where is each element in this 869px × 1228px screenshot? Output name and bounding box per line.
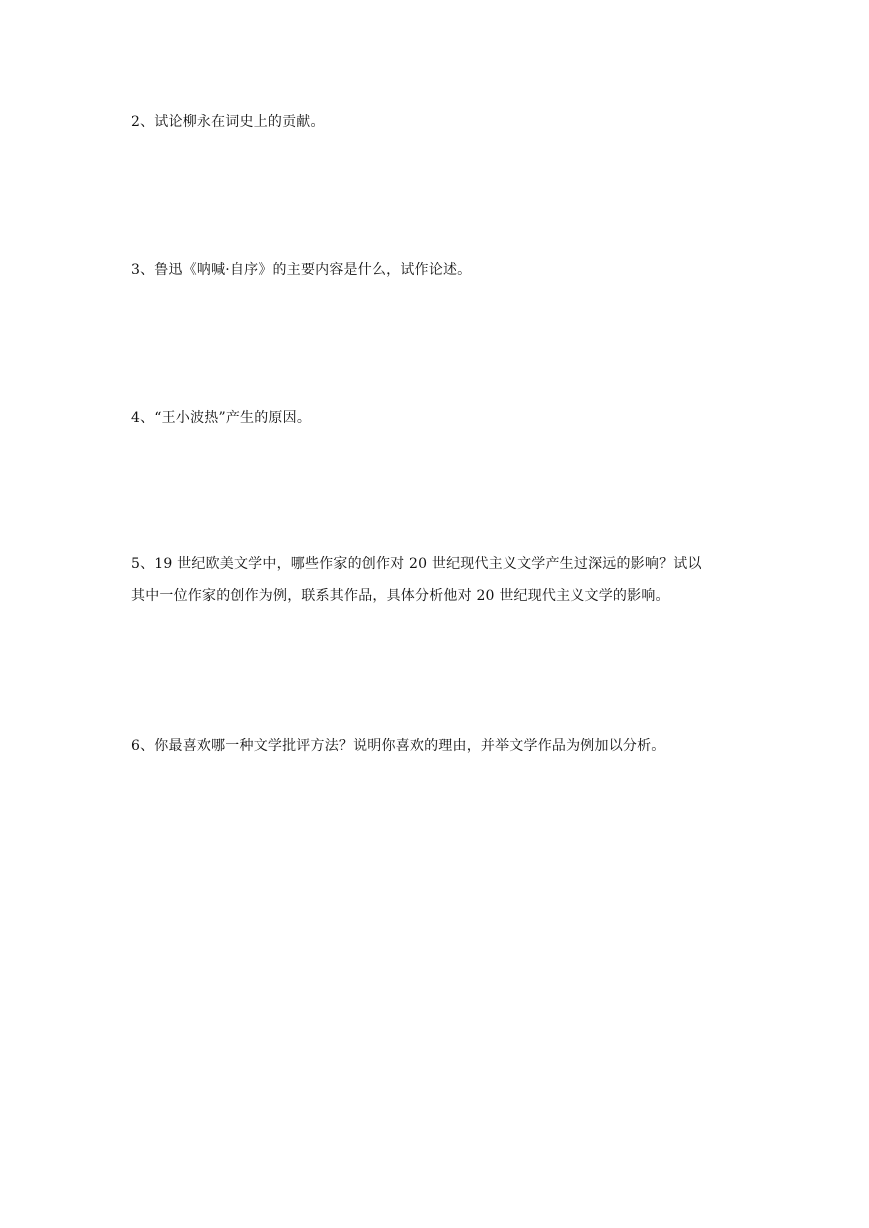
question-3: [131, 254, 751, 286]
question-4-text: 4、“王小波热”产生的原因。: [131, 410, 312, 426]
question-3-text: 3、鲁迅《呐喊·自序》的主要内容是什么，试作论述。: [131, 262, 472, 278]
question-4: [131, 402, 751, 434]
question-5-line-1: 5、19 世纪欧美文学中，哪些作家的创作对 20 世纪现代主义文学产生过深远的影响？试以: [131, 556, 702, 572]
question-2: [131, 106, 751, 138]
question-2-text: 2、试论柳永在词史上的贡献。: [131, 114, 325, 130]
question-5: [131, 548, 751, 612]
question-6: [131, 730, 751, 762]
question-6-text: 6、你最喜欢哪一种文学批评方法？说明你喜欢的理由，并举文学作品为例加以分析。: [131, 738, 666, 754]
question-5-line-2: 其中一位作家的创作为例，联系其作品，具体分析他对 20 世纪现代主义文学的影响。: [131, 588, 670, 604]
